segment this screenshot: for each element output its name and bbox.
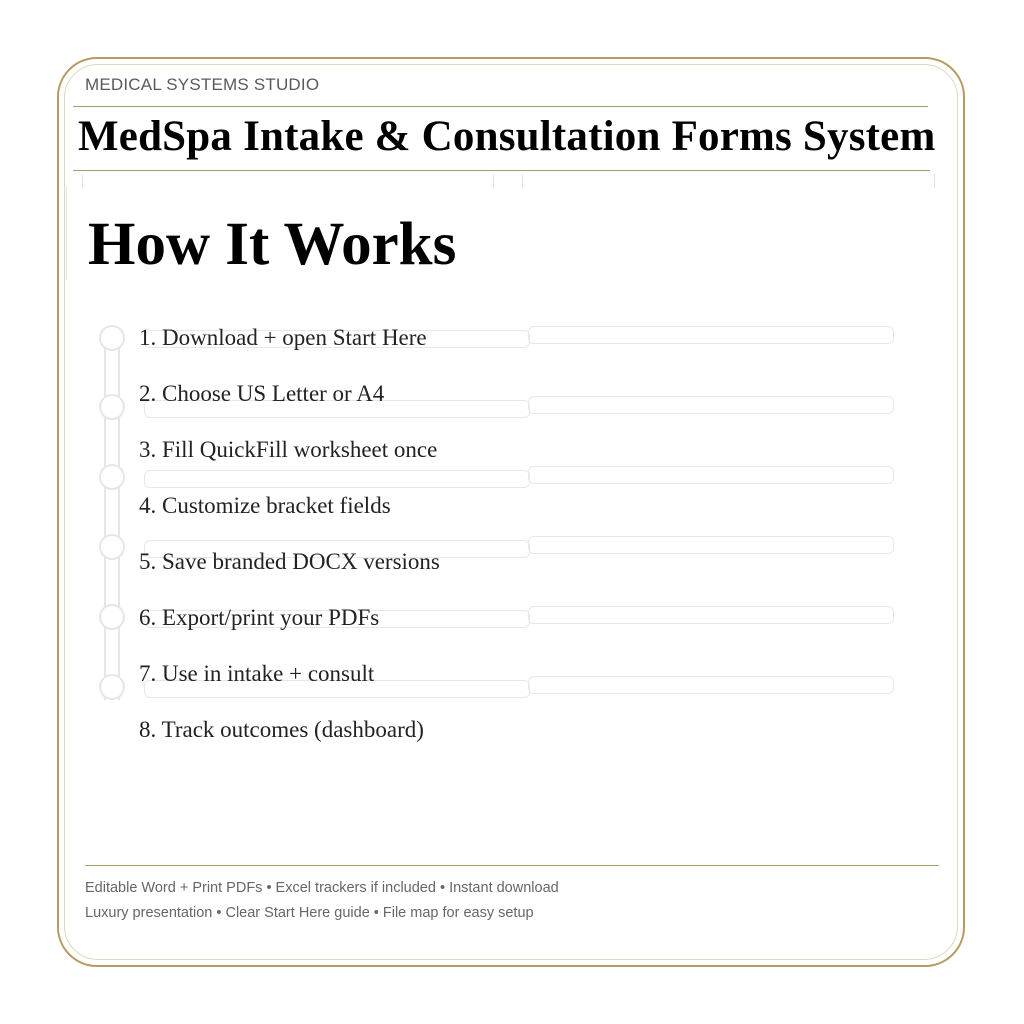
section-heading: How It Works xyxy=(88,211,457,278)
row-placeholder xyxy=(528,606,894,624)
row-placeholder xyxy=(528,326,894,344)
step-1: 1. Download + open Start Here xyxy=(139,325,427,350)
row-placeholder xyxy=(528,396,894,414)
row-placeholder xyxy=(528,466,894,484)
header-bottom-rule xyxy=(73,170,930,171)
step-8: 8. Track outcomes (dashboard) xyxy=(139,717,424,742)
footer-rule xyxy=(85,865,939,866)
row-placeholder xyxy=(528,676,894,694)
timeline-track xyxy=(104,330,120,700)
step-6: 6. Export/print your PDFs xyxy=(139,605,380,630)
footer-line-2: Luxury presentation • Clear Start Here guide • File map for easy setup xyxy=(85,905,534,921)
guide-line xyxy=(522,174,523,188)
step-4: 4. Customize bracket fields xyxy=(139,493,391,518)
guide-line xyxy=(934,174,935,188)
brand-label: MEDICAL SYSTEMS STUDIO xyxy=(85,75,320,94)
timeline-node xyxy=(99,464,125,490)
row-placeholder xyxy=(528,536,894,554)
guide-line xyxy=(66,186,67,280)
timeline-node xyxy=(99,394,125,420)
timeline-node xyxy=(99,534,125,560)
header-top-rule xyxy=(73,106,928,107)
timeline-node xyxy=(99,325,125,351)
row-placeholder xyxy=(144,470,530,488)
footer-line-1: Editable Word + Print PDFs • Excel trackers if included • Instant download xyxy=(85,880,559,896)
step-7: 7. Use in intake + consult xyxy=(139,661,375,686)
timeline-node xyxy=(99,674,125,700)
guide-line xyxy=(82,174,83,188)
page-title: MedSpa Intake & Consultation Forms System xyxy=(78,113,936,160)
step-3: 3. Fill QuickFill worksheet once xyxy=(139,437,438,462)
step-2: 2. Choose US Letter or A4 xyxy=(139,381,385,406)
guide-line xyxy=(493,174,494,188)
step-5: 5. Save branded DOCX versions xyxy=(139,549,440,574)
timeline-node xyxy=(99,604,125,630)
